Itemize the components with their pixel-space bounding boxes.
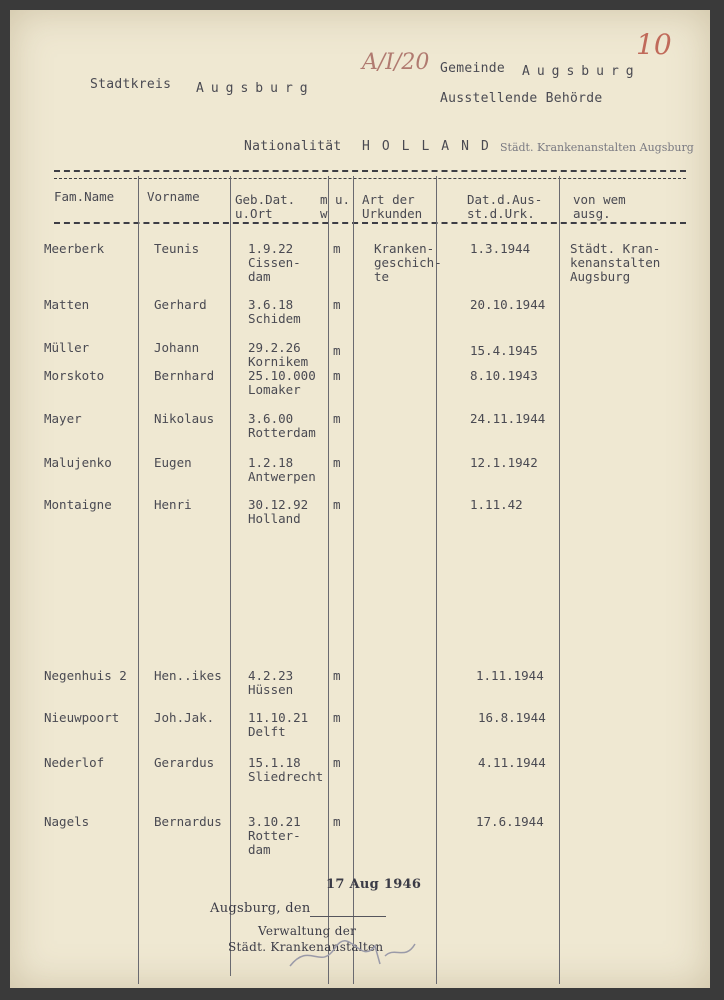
issue-date: 8.10.1943 <box>470 368 538 383</box>
first-name: Gerhard <box>154 297 207 312</box>
first-name: Eugen <box>154 455 192 470</box>
municipality-prefix: Gemeinde <box>440 61 506 76</box>
family-name: Malujenko <box>44 455 112 470</box>
sex: m <box>333 343 341 358</box>
document-page <box>10 10 710 988</box>
sex: m <box>333 297 341 312</box>
family-name: Montaigne <box>44 497 112 512</box>
family-name: Negenhuis 2 <box>44 668 127 683</box>
nationality-value: HOLLAND <box>362 139 501 154</box>
sex: m <box>333 755 341 770</box>
sex: m <box>333 814 341 829</box>
first-name: Teunis <box>154 241 200 256</box>
sex: m <box>333 668 341 683</box>
sex: m <box>333 368 341 383</box>
birth-date-place: 25.10.000 Lomaker <box>248 368 316 397</box>
first-name: Gerardus <box>154 755 215 770</box>
birth-date-place: 29.2.26 Kornikem <box>248 340 309 369</box>
column-header: Fam.Name <box>54 189 115 204</box>
sex: m <box>333 710 341 725</box>
signature-line <box>310 916 386 917</box>
family-name: Nagels <box>44 814 90 829</box>
birth-date-place: 30.12.92 Holland <box>248 497 309 526</box>
hospital-stamp: Städt. Krankenanstalten Augsburg <box>500 141 694 154</box>
column-divider <box>353 176 354 984</box>
header-bottom-rule <box>54 222 686 224</box>
column-header: u. <box>335 192 351 207</box>
family-name: Morskoto <box>44 368 105 383</box>
family-name: Nieuwpoort <box>44 710 120 725</box>
handwritten-signature <box>280 936 420 976</box>
birth-date-place: 4.2.23 Hüssen <box>248 668 294 697</box>
column-divider <box>559 176 560 984</box>
date-stamp: 17 Aug 1946 <box>326 877 422 892</box>
issue-date: 1.3.1944 <box>470 241 531 256</box>
family-name: Matten <box>44 297 90 312</box>
birth-date-place: 1.2.18 Antwerpen <box>248 455 316 484</box>
birth-date-place: 15.1.18 Sliedrecht <box>248 755 324 784</box>
birth-date-place: 11.10.21 Delft <box>248 710 309 739</box>
first-name: Bernhard <box>154 368 215 383</box>
column-header: Vorname <box>147 189 200 204</box>
column-divider <box>138 176 139 984</box>
birth-date-place: 3.10.21 Rotter- dam <box>248 814 301 857</box>
nationality-label: Nationalität <box>244 139 342 154</box>
issue-date: 1.11.42 <box>470 497 523 512</box>
family-name: Nederlof <box>44 755 105 770</box>
family-name: Müller <box>44 340 90 355</box>
issuing-authority: Ausstellende Behörde <box>440 91 603 106</box>
district-prefix: Stadtkreis <box>90 77 172 92</box>
table-top-rule-2 <box>54 178 686 179</box>
sex: m <box>333 455 341 470</box>
admin-line: Verwaltung der <box>258 924 357 938</box>
column-header: m w <box>320 192 328 221</box>
issue-date: 15.4.1945 <box>470 343 538 358</box>
family-name: Mayer <box>44 411 82 426</box>
family-name: Meerberk <box>44 241 105 256</box>
column-header: von wem ausg. <box>573 192 626 221</box>
birth-date-place: 1.9.22 Cissen- dam <box>248 241 301 284</box>
page-number: 10 <box>636 28 672 61</box>
column-divider <box>436 176 437 984</box>
issue-date: 1.11.1944 <box>476 668 544 683</box>
document-type: Kranken- geschich- te <box>374 241 442 284</box>
issue-date: 20.10.1944 <box>470 297 546 312</box>
column-header: Geb.Dat. u.Ort <box>235 192 296 221</box>
issue-date: 4.11.1944 <box>478 755 546 770</box>
municipality-city: Augsburg <box>522 64 641 79</box>
place-line: Augsburg, den <box>210 901 311 916</box>
sex: m <box>333 411 341 426</box>
issue-date: 24.11.1944 <box>470 411 546 426</box>
sex: m <box>333 497 341 512</box>
issue-date: 16.8.1944 <box>478 710 546 725</box>
pen-mark: A/I/20 <box>362 50 430 75</box>
column-header: Dat.d.Aus- st.d.Urk. <box>467 192 543 221</box>
admin-line: Städt. Krankenanstalten <box>228 940 384 954</box>
column-divider <box>230 176 231 976</box>
first-name: Nikolaus <box>154 411 215 426</box>
issuer: Städt. Kran- kenanstalten Augsburg <box>570 241 661 284</box>
district-city: Augsburg <box>196 81 315 96</box>
first-name: Henri <box>154 497 192 512</box>
first-name: Bernardus <box>154 814 222 829</box>
issue-date: 12.1.1942 <box>470 455 538 470</box>
first-name: Johann <box>154 340 200 355</box>
issue-date: 17.6.1944 <box>476 814 544 829</box>
first-name: Joh.Jak. <box>154 710 215 725</box>
sex: m <box>333 241 341 256</box>
birth-date-place: 3.6.18 Schidem <box>248 297 301 326</box>
birth-date-place: 3.6.00 Rotterdam <box>248 411 316 440</box>
first-name: Hen..ikes <box>154 668 222 683</box>
table-top-rule <box>54 170 686 172</box>
column-header: Art der Urkunden <box>362 192 423 221</box>
column-divider <box>328 176 329 984</box>
